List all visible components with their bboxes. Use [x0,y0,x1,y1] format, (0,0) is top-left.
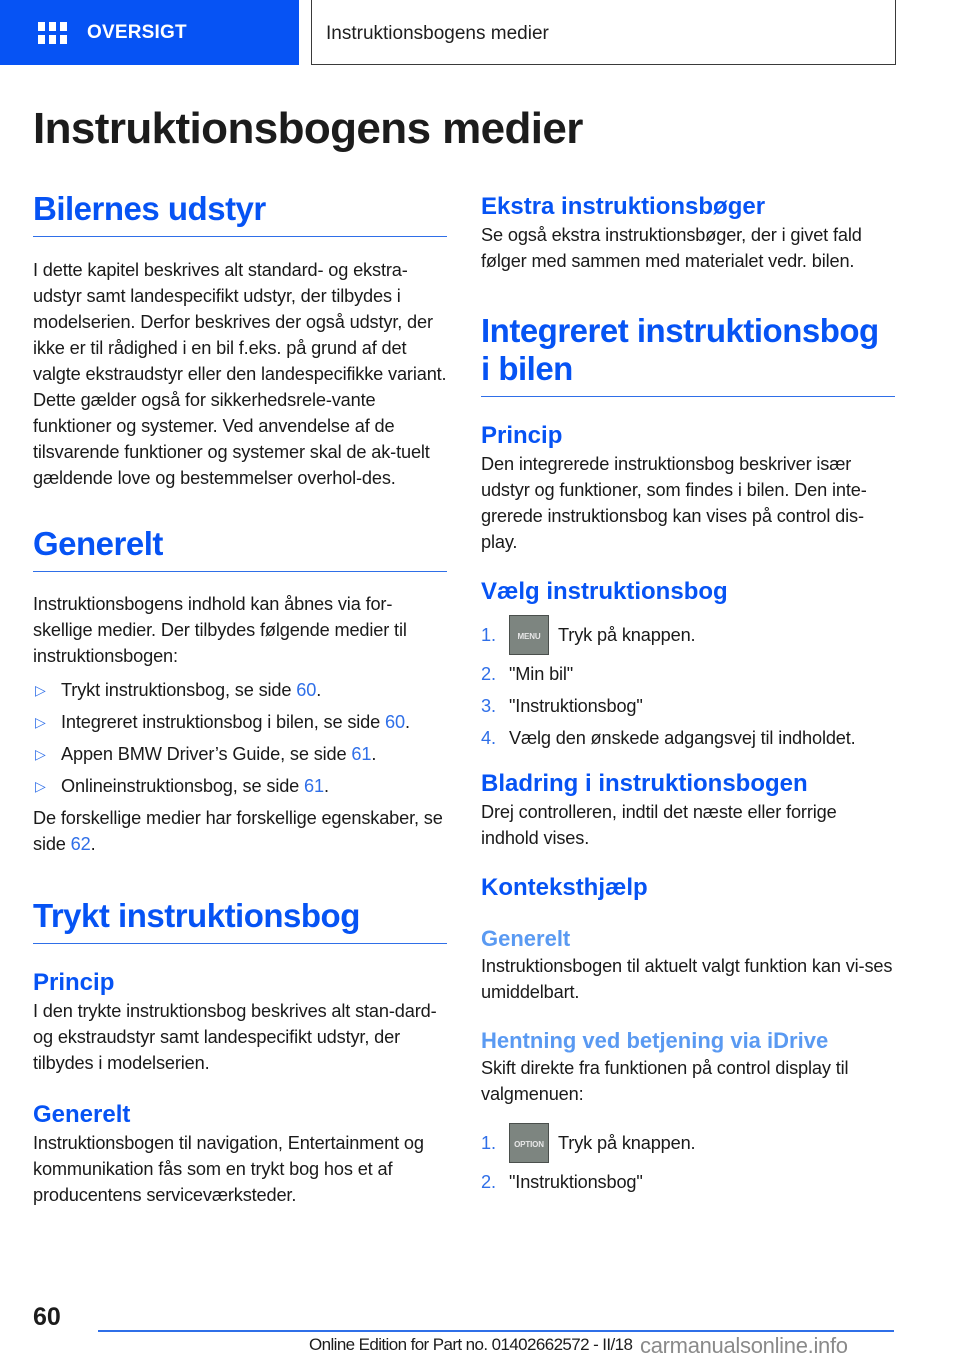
idrive-steps [481,1123,895,1195]
subsection-title-general: Generelt [33,1101,131,1128]
general-intro: Instruktionsbogens indhold kan åbnes via for-skellige medier. Der tilbydes følgende medier til instruktionsbogen: [33,594,407,666]
page-link[interactable]: 61 [351,744,372,764]
page-link[interactable]: 60 [385,712,405,732]
overview-tab-label: OVERSIGT [87,21,187,43]
page-link[interactable]: 61 [304,776,324,796]
integrated-principle-body: Den integrerede instruktionsbog beskriver især udstyr og funktioner, som findes i bilen. Den inte-grerede instruktionsbog kan vises på control dis-play. [481,454,867,552]
step-item: 1. OPTION Tryk på knappen. [481,1123,895,1163]
watermark: carmanualsonline.info [640,1333,848,1358]
list-item: ▷ Trykt instruktionsbog, se side 60. [33,677,447,703]
subsection-title-idrive: Hentning ved betjening via iDrive [481,1028,829,1053]
page-title: Instruktionsbogens medier [33,104,583,153]
page-link[interactable]: 60 [296,680,317,700]
context-general-body: Instruktionsbogen til aktuelt valgt funktion kan vi-ses umiddelbart. [481,956,893,1002]
subsection-title-context-help: Konteksthjælp [481,874,648,901]
step-item: 2. "Min bil" [481,664,574,684]
section-title-equipment: Bilernes udstyr [33,190,447,237]
equipment-body: I dette kapitel beskrives alt standard- og ekstra-udstyr samt landespecifikt udstyr, der tilbydes i modelserien. Derfor beskrives der også udstyr, der ikke er til rådighed i en bil f.eks. på grund af det valgte ekstraudstyr eller den landespecifikke variant. Dette gælder også for sikkerhedsrele-vante funktioner og systemer. Ved anvendelse af de tilsvarende funktioner og systemer skal de ak-tuelt gældende love og bestemmelser overhol-des. [33,260,447,488]
triangle-bullet-icon: ▷ [35,682,46,698]
choose-steps [481,615,895,751]
subsection-title-principle: Princip [481,422,563,449]
subsection-title-choose: Vælg instruktionsbog [481,578,728,605]
printed-principle-body: I den trykte instruktionsbog beskrives alt stan-dard- og ekstraudstyr samt landespecifikt udstyr, der tilbydes i modelserien. [33,1001,437,1073]
right-column [481,190,895,1201]
triangle-bullet-icon: ▷ [35,714,46,730]
list-item: ▷ Onlineinstruktionsbog, se side 61. [33,773,447,799]
idrive-body: Skift direkte fra funktionen på control display til valgmenuen: [481,1058,849,1104]
breadcrumb[interactable]: Instruktionsbogens medier [311,0,896,65]
subsection-title-browse: Bladring i instruktionsbogen [481,770,808,797]
left-column [33,190,447,1208]
printed-general-body: Instruktionsbogen til navigation, Entertainment og kommunikation fås som en trykt bog hos et af producentens serviceværksteder. [33,1133,424,1205]
section-title-general: Generelt [33,525,447,572]
list-item: ▷ Integreret instruktionsbog i bilen, se side 60. [33,709,447,735]
footer-divider [98,1330,894,1332]
subsection-title-extra-books: Ekstra instruktionsbøger [481,193,766,220]
option-button-icon: OPTION [509,1123,549,1163]
section-title-integrated: Integreret instruktionsbog i bilen [481,312,895,397]
browse-body: Drej controlleren, indtil det næste eller forrige indhold vises. [481,802,837,848]
edition-text: Online Edition for Part no. 01402662572 - II/18 [309,1335,633,1354]
section-title-printed: Trykt instruktionsbog [33,897,447,944]
page-link[interactable]: 62 [70,834,91,854]
step-item: 3. "Instruktionsbog" [481,696,643,716]
triangle-bullet-icon: ▷ [35,746,46,762]
step-item: 4. Vælg den ønskede adgangsvej til indholdet. [481,728,856,748]
page-number: 60 [33,1303,61,1331]
step-item: 2. "Instruktionsbog" [481,1172,643,1192]
list-item: ▷ Appen BMW Driver’s Guide, se side 61. [33,741,447,767]
step-item: 1. MENU Tryk på knappen. [481,615,895,655]
menu-button-icon: MENU [509,615,549,655]
subsection-title-context-general: Generelt [481,926,571,951]
media-list [33,677,447,799]
overview-tab[interactable] [0,0,299,65]
subsection-title-principle: Princip [33,969,115,996]
extra-books-body: Se også ekstra instruktionsbøger, der i givet fald følger med sammen med materialet vedr. bilen. [481,225,862,271]
grid-icon [38,22,68,44]
general-outro: De forskellige medier har forskellige egenskaber, se side 62. [33,808,443,854]
triangle-bullet-icon: ▷ [35,778,46,794]
